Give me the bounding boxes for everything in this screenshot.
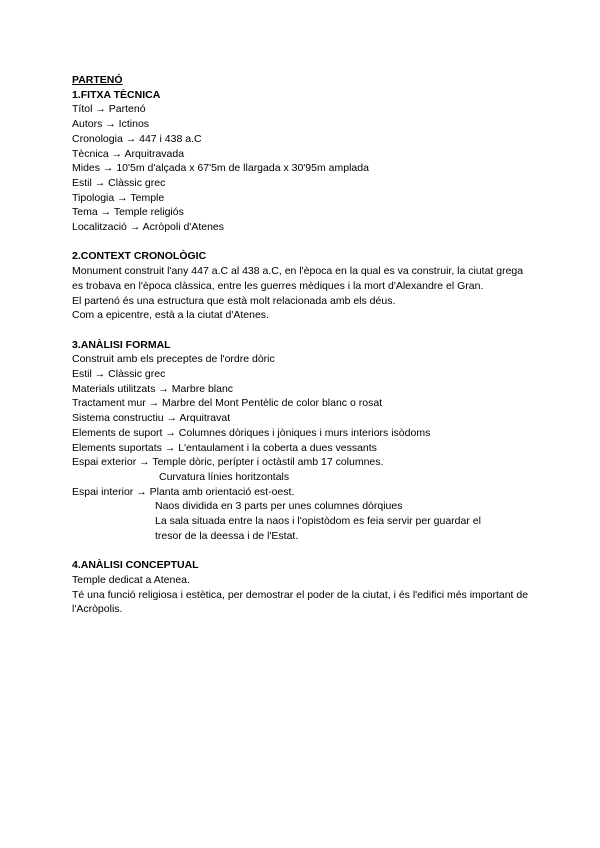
formal-line-indented: La sala situada entre la naos i l'opistòdom es feia servir per guardar el [155,515,481,528]
fitxa-line: Títol → Partenó [72,103,146,116]
spacer [72,235,532,250]
context-paragraph: El partenó és una estructura que està molt relacionada amb els déus. [72,294,396,307]
formal-line: Estil → Clàssic grec [72,368,166,381]
formal-line-indented: tresor de la deessa i de l'Estat. [155,529,299,542]
conceptual-paragraph: Temple dedicat a Atenea. [72,573,190,586]
formal-line: Materials utilitzats → Marbre blanc [72,382,234,395]
fitxa-line: Mides → 10'5m d'alçada x 67'5m de llargada x 30'95m amplada [72,162,369,175]
formal-line-indented: Curvatura línies horitzontals [159,470,290,483]
formal-line: Espai exterior → Temple dòric, perípter i octàstil amb 17 columnes. [72,456,384,469]
fitxa-line: Autors → Ictinos [72,118,150,131]
fitxa-line: Tipologia → Temple [72,191,165,204]
document-title: PARTENÓ [72,74,123,86]
formal-line: Tractament mur → Marbre del Mont Pentèlic de color blanc o rosat [72,397,383,410]
formal-line: Elements de suport → Columnes dòriques i jòniques i murs interiors isòdoms [72,426,431,439]
section-heading-formal: 3.ANÀLISI FORMAL [72,338,171,351]
fitxa-line: Localització → Acròpoli d'Atenes [72,221,225,234]
formal-line-indented: Naos dividida en 3 parts per unes columnes dòrqiues [155,500,403,513]
spacer [72,543,532,558]
context-paragraph: Monument construit l'any 447 a.C al 438 a.C, en l'època en la qual es va construir, la ciutat grega es trobava en l'època clàssica, entre les guerres mèdiques i la mort d'Alexandre el Gran. [72,265,524,292]
fitxa-line: Tema → Temple religiós [72,206,184,219]
formal-line: Construit amb els preceptes de l'ordre dòric [72,353,275,366]
spacer [72,323,532,338]
conceptual-paragraph: Té una funció religiosa i estètica, per demostrar el poder de la ciutat, i és l'edifici més important de l'Acròpolis. [72,588,529,616]
section-heading-fitxa: 1.FITXA TÈCNICA [72,88,161,101]
formal-line: Elements suportats → L'entaulament i la coberta a dues vessants [72,441,377,454]
fitxa-line: Cronologia → 447 i 438 a.C [72,132,202,145]
context-paragraph: Com a epicentre, està a la ciutat d'Atenes. [72,309,269,322]
formal-list [72,352,532,543]
document-body [72,73,532,617]
fitxa-list [72,102,532,234]
section-heading-context: 2.CONTEXT CRONOLÒGIC [72,250,207,263]
formal-line: Sistema constructiu → Arquitravat [72,412,231,425]
fitxa-line: Tècnica → Arquitravada [72,147,185,160]
formal-line: Espai interior → Planta amb orientació est-oest. [72,485,295,498]
section-heading-conceptual: 4.ANÀLISI CONCEPTUAL [72,559,199,572]
fitxa-line: Estil → Clàssic grec [72,176,166,189]
